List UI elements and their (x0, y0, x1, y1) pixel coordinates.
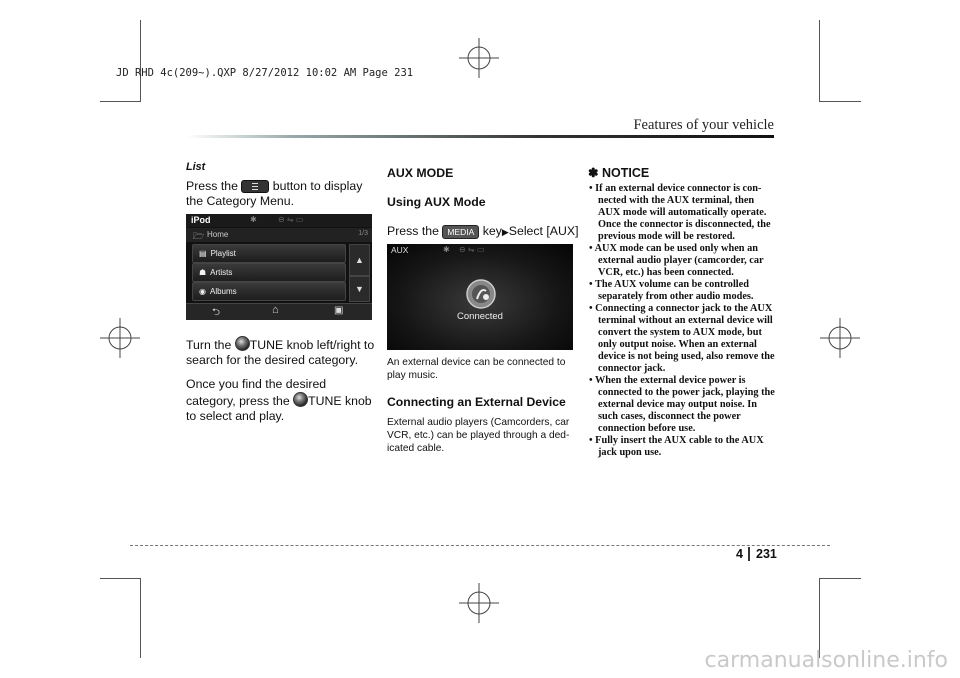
press-media-instruction (387, 224, 577, 240)
notice-column (588, 166, 776, 459)
section-title: Features of your vehicle (633, 117, 774, 133)
watermark: carmanualsonline.info (704, 648, 948, 673)
notice-item: • The AUX volume can be controlled separately from other audio modes. (589, 279, 754, 302)
text: TUNE knob left/right to search for the desired category. (186, 338, 375, 367)
text: Press the (387, 224, 439, 238)
connected-status: Connected (457, 311, 503, 322)
arrow-right-icon: ▶ (501, 227, 509, 237)
middle-column (387, 166, 577, 240)
chapter-number: 4 (736, 547, 743, 561)
ipod-home-bar (186, 228, 372, 242)
notice-item: • AUX mode can be used only when an external audio player (camcorder, car VCR, etc.) has been connected. (589, 243, 764, 278)
aux-caption: An external device can be connected to play music. (387, 357, 566, 381)
crop-mark (140, 20, 141, 102)
connecting-text: External audio players (Camcorders, car VCR, etc.) can be played through a ded-icated cable. (387, 417, 570, 454)
registration-mark-icon (100, 318, 140, 358)
notice-symbol-icon: ✽ (588, 166, 599, 180)
aux-top-bar (387, 244, 573, 257)
text: TUNE knob to select and play. (186, 394, 372, 423)
aux-device-icon (465, 278, 497, 310)
aux-screen-image (387, 244, 573, 350)
notice-heading (588, 166, 776, 181)
notice-item: • Connecting a connector jack to the AUX terminal without an external device will convert the system to AUX mode, but only output noise. When an external device is not being used, also remove the connector jack. (589, 303, 775, 374)
using-aux-heading: Using AUX Mode (387, 195, 486, 209)
text: key (482, 224, 502, 238)
home-label: Home (207, 230, 229, 239)
crop-mark (100, 578, 141, 579)
menu-item-playlist (192, 244, 346, 263)
middle-column-lower (387, 356, 575, 464)
notice-item: • If an external device connector is con-nected with the AUX terminal, then AUX mode will automatically operate. Once the connector is disconnected, the previous mode will be restored. (589, 183, 771, 242)
menu-label: Playlist (210, 249, 236, 258)
crop-mark (100, 101, 141, 102)
list-icon: ▣ (334, 305, 344, 316)
registration-mark-icon (459, 583, 499, 623)
back-icon: ⮌ (212, 307, 221, 318)
scroll-up-button: ▲ (349, 244, 370, 276)
crop-mark (819, 101, 861, 102)
text: Press the (186, 179, 238, 193)
ipod-title: iPod (191, 215, 211, 225)
ipod-bottom-bar (186, 303, 372, 320)
page-number: 231 (756, 547, 777, 561)
menu-label: Artists (210, 268, 233, 277)
left-column (186, 160, 376, 218)
notice-list (588, 183, 776, 459)
text: Turn the (186, 338, 232, 352)
chapter-divider (748, 547, 750, 561)
menu-item-albums (192, 282, 346, 301)
paragraph-category-menu (186, 179, 376, 209)
left-column-lower (186, 336, 376, 433)
scroll-down-button: ▼ (349, 276, 370, 302)
ipod-top-bar (186, 214, 372, 227)
notice-item: • When the external device power is connected to the power jack, playing the external device may output noise. In such cases, disconnect the power connection before use. (589, 375, 775, 434)
text: Select [AUX] (508, 224, 579, 238)
bluetooth-icon: ✱ (443, 245, 450, 254)
folder-icon: 🗁 (193, 231, 205, 241)
text: button to display the Category Menu. (186, 179, 363, 208)
aux-mode-heading: AUX MODE (387, 166, 454, 180)
list-heading: List (186, 161, 206, 173)
album-icon: ◉ (199, 287, 206, 296)
connecting-heading: Connecting an External Device (387, 395, 566, 409)
registration-mark-icon (459, 38, 499, 78)
print-slug: JD RHD 4c(209~).QXP 8/27/2012 10:02 AM Page 231 (116, 67, 414, 79)
footer-rule (130, 545, 830, 546)
list-button-icon (241, 180, 269, 193)
tune-knob-icon (293, 392, 308, 407)
text: Once you find the desired category, press the (186, 377, 327, 408)
notice-item: • Fully insert the AUX cable to the AUX jack upon use. (589, 435, 764, 458)
paragraph-turn-knob (186, 336, 376, 368)
crop-mark (819, 578, 820, 658)
crop-mark (819, 20, 820, 102)
paragraph-select-play (186, 377, 376, 424)
crop-mark (140, 578, 141, 658)
header-rule (186, 135, 774, 138)
aux-title: AUX (391, 245, 409, 255)
page-indicator: 1/3 (358, 230, 368, 237)
tune-knob-icon (235, 336, 250, 351)
bluetooth-icon: ✱ (250, 215, 257, 224)
list-lines-icon (252, 183, 258, 184)
menu-item-artists (192, 263, 346, 282)
status-icons: ⊖ ⇋ ▭ (459, 245, 485, 254)
crop-mark (819, 578, 861, 579)
status-icons: ⊖ ⇋ ▭ (278, 215, 304, 224)
artist-icon: ☗ (199, 268, 207, 277)
registration-mark-icon (820, 318, 860, 358)
home-icon: ⌂ (272, 304, 279, 316)
menu-label: Albums (209, 287, 237, 296)
playlist-icon: ▤ (199, 249, 207, 258)
ipod-screen-image (186, 214, 372, 320)
media-key-icon: MEDIA (442, 225, 479, 239)
notice-title: NOTICE (601, 166, 650, 180)
